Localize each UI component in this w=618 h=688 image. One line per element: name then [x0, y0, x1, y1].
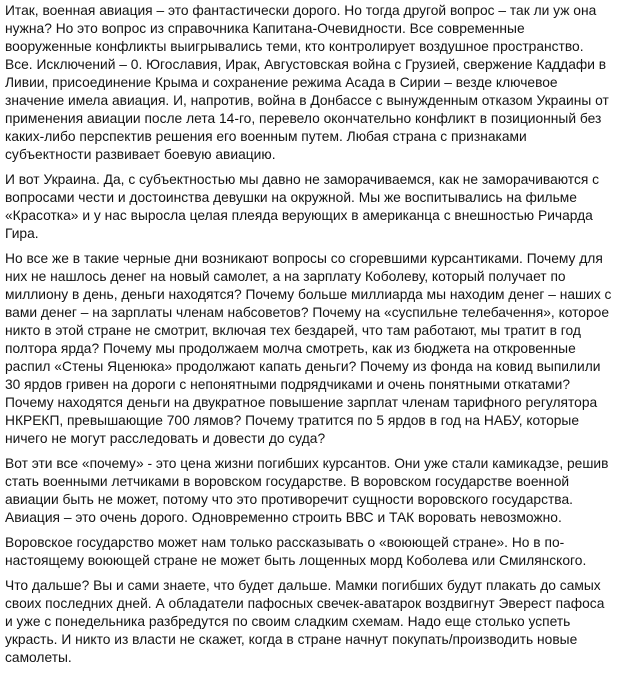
paragraph-ukraine-subjectness: И вот Украина. Да, с субъектностью мы давно не заморачиваемся, как не заморачиваются с вопросами чести и достоинства девушки на окружной. Мы же воспитывались на фильме «Красотка» и у нас выросла целая плеяда верующих в американца с внешностью Ричарда Гира.: [5, 172, 600, 241]
paragraph-why-questions: Но все же в такие черные дни возникают вопросы со сгоревшими курсантиками. Почему для них не нашлось денег на новый самолет, а на зарплату Коболеву, который получает по миллиону в день, деньги находятся? Почему больше миллиарда мы находим денег – наших с вами денег – на зарплаты членам набсоветов? Почему на «суспильне телебачення», которое никто в этой стране не смотрит, включая тех бездарей, что там работают, мы тратит в год полтора ярда? Почему мы продолжаем молча смотреть, как из бюджета на откровенные распил «Стены Яценюка» продолжают капать деньги? Почему из фонда на ковид выпилили 30 ярдов гривен на дороги с непонятными подрядчиками и очень понятными откатами? Почему находятся деньги на двукратное повышение зарплат членам тарифного регулятора НКРЕКП, превышающие 700 лямов? Почему тратится по 5 ярдов в год на НАБУ, которые ничего не могут расследовать и довести до суда?: [5, 251, 612, 446]
paragraph-thieving-state: Воровское государство может нам только рассказывать о «воюющей стране». Но в по-настоящему воюющей стране не может быть лощенных морд Коболева или Смилянского.: [5, 535, 587, 568]
paragraph-what-next: Что дальше? Вы и сами знаете, что будет дальше. Мамки погибших будут плакать до самых своих последних дней. А обладатели пафосных свечек-аватарок воздвигнут Эверест пафоса и уже с понедельника разбредутся по своим сладким схемам. Надо еще столько успеть украсть. И никто из власти не скажет, когда в стране начнут покупать/производить новые самолеты.: [5, 578, 605, 665]
paragraph-price-of-lives: Вот эти все «почему» - это цена жизни погибших курсантов. Они уже стали камикадзе, решив стать военными летчиками в воровском государстве. В воровском государстве военной авиации быть не может, потому что это противоречит сущности воровского государства. Авиация – это очень дорого. Одновременно строить ВВС и ТАК воровать невозможно.: [5, 456, 609, 525]
paragraph-aviation-cost: Итак, военная авиация – это фантастически дорого. Но тогда другой вопрос – так ли уж она нужна? Но это вопрос из справочника Капитана-Очевидности. Все современные вооруженные конфликты выигрывались теми, кто контролирует воздушное пространство. Все. Исключений – 0. Югославия, Ирак, Августовская война с Грузией, свержение Каддафи в Ливии, присоединение Крыма и сохранение режима Асада в Сирии – везде ключевое значение имела авиация. И, напротив, война в Донбассе с вынужденным отказом Украины от применения авиации после лета 14-го, перевело окончательно конфликт в позиционный без каких-либо перспектив решения его военным путем. Любая страна с признаками субъектности развивает боевую авиацию.: [5, 3, 609, 162]
